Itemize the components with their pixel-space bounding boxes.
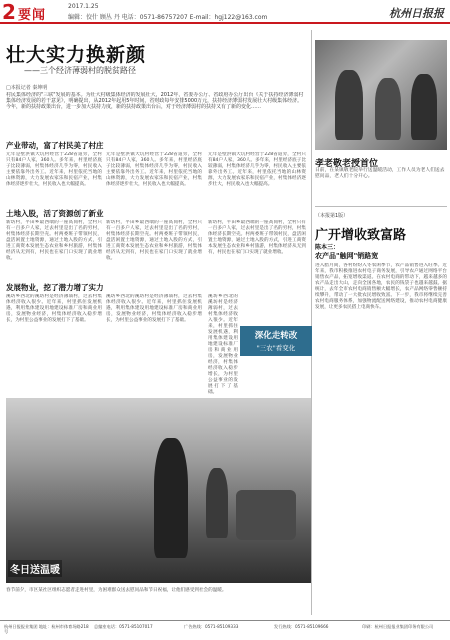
section-text-2b: 新坊村，平田乡最西端的一座高岗村，全村只有一百多户人家，过去村里是出了名的穷村，村集体经济长期空壳。村两委班子带领村民，盘活闲置土地资源，通过土地入股的方式，引进工商资本发展生态农业和乡村旅游，村集体经济从无到有，村民也在家门口实现了就业增收。 bbox=[106, 220, 202, 261]
section-text-1c: 元年是壁洪镇大坑村经营于228省道旁，全村只有84户人家，360人。多年来，村里经济底子比较薄弱，村集体经济几乎为零，村民收入主要依靠外出务工。近年来，村里依托当地的山林资源，大力发展农家乐和民宿产业，村集体经济逐步壮大，村民收入也大幅提高。 bbox=[208, 152, 306, 187]
section-text-1a: 元年是壁洪镇大坑村经营于228省道旁，全村只有84户人家，360人。多年来，村里经济底子比较薄弱，村集体经济几乎为零，村民收入主要依靠外出务工。近年来，村里依托当地的山林资源，大力发展农家乐和民宿产业，村集体经济逐步壮大，村民收入也大幅提高。 bbox=[6, 152, 102, 187]
badge-subtitle: "三农"看变化 bbox=[256, 344, 296, 352]
section-text-2c: 新坊村，平田乡最西端的一座高岗村，全村只有一百多户人家，过去村里是出了名的穷村，村集体经济长期空壳。村两委班子带领村民，盘活闲置土地资源，通过土地入股的方式，引进工商资本发展生态农业和乡村旅游，村集体经济从无到有，村民也在家门口实现了就业增收。 bbox=[208, 220, 306, 255]
right-photo-figure-3 bbox=[411, 74, 437, 140]
section-text-3b: 溪坊乡西北的溪坊村是经济薄弱村，过去村集体经济收入很少。近年来，村里抓住发展机遇，利用集体建设用地建设标准厂房和商业用房，发展物业经济，村集体经济收入稳步增长，为村里公益事业的发展打下了基础。 bbox=[106, 294, 202, 323]
right-author: 陈本三： bbox=[315, 244, 340, 251]
section-text-3a: 溪坊乡西北的溪坊村是经济薄弱村，过去村集体经济收入很少。近年来，村里抓住发展机遇，利用集体建设用地建设标准厂房和商业用房，发展物业经济，村集体经济收入稳步增长，为村里公益事业的发展打下了基础。 bbox=[6, 294, 102, 323]
photo-figure-person bbox=[154, 438, 188, 558]
main-photo bbox=[6, 398, 311, 583]
editor-names: 编辑：佼什 顾丛 丹 bbox=[68, 14, 120, 21]
issue-date: 2017.1.25 bbox=[68, 3, 99, 10]
section-heading-1: 产业带动，富了村民美了村庄 bbox=[6, 141, 104, 150]
right-photo-caption: 日前，在某镇敬老院举行送温暖活动，工作人员为老人们送去慰问品，老人们十分开心。 bbox=[315, 168, 445, 179]
page-number: 2 bbox=[2, 0, 16, 24]
section-text-2a: 新坊村，平田乡最西端的一座高岗村，全村只有一百多户人家，过去村里是出了名的穷村，村集体经济长期空壳。村两委班子带领村民，盘活闲置土地资源，通过土地入股的方式，引进工商资本发展生态农业和乡村旅游，村集体经济从无到有，村民也在家门口实现了就业增收。 bbox=[6, 220, 102, 261]
article-lede: 村民集体经济的"三联"发展的基本。为壮大村级集体经济的发展壮大，2012年，省委办公厅、省政府办公厅出台《关于扶持经济薄弱村集体经济发展的若干意见》，明确提出，从2012年起用5年时间，省财政每年安排5000万元，扶持经济薄弱村发展壮大村级集体经济。今年，新的扶持政策出台，进一步加大扶持力度，新的扶持政策出台后，对于经济薄弱村的扶持又有了新的变化…… bbox=[6, 92, 304, 110]
right-article-body: 进入腊月间，各村纷纷入冬农闲季节，农产品销售进入旺季。近年来，我市积极推进农村电子商务发展，引导农户通过网络平台销售农产品，拓宽增收渠道。在农村电商的带动下，越来越多的农产品走出大山，走向全国各地，农民的钱袋子也越来越鼓。据统计，去年全市农村电商销售额大幅增长，农产品网络零售额持续攀升，带动了一大批农民增收致富。下一步，我市将继续完善农村电商服务体系，加强物流配送网络建设，推动农村电商健康发展，让更多农民搭上电商快车。 bbox=[315, 263, 447, 310]
footer-ads: 广告热线：0571-85109333 bbox=[184, 624, 239, 629]
footer-address: 杭州日报报业集团 地址：杭州市体育场路218号 bbox=[4, 624, 89, 634]
article-headline: 壮大实力换新颜 bbox=[6, 44, 147, 66]
footer-newsroom: 总编室电话：0571-85107017 bbox=[94, 624, 153, 629]
editor-info bbox=[68, 12, 267, 21]
article-subhead: ——三个经济薄弱村的脱贫路径 bbox=[24, 66, 136, 75]
page-footer bbox=[0, 620, 450, 640]
section-heading-2: 土地入股，活了资源创了新业 bbox=[6, 209, 104, 218]
main-photo-caption: 春节前夕，市区某社区组织志愿者走进村里，为困难群众送去慰问品和节日祝福，让他们感受到社会的温暖。 bbox=[6, 588, 227, 593]
newspaper-brand: 杭州日报报 bbox=[389, 7, 444, 20]
right-series-tag: （本报第1版） bbox=[315, 213, 349, 219]
section-text-1b: 元年是壁洪镇大坑村经营于228省道旁，全村只有84户人家，360人。多年来，村里经济底子比较薄弱，村集体经济几乎为零，村民收入主要依靠外出务工。近年来，村里依托当地的山林资源，大力发展农家乐和民宿产业，村集体经济逐步壮大，村民收入也大幅提高。 bbox=[106, 152, 202, 187]
footer-distribution: 发行热线：0571-85109666 bbox=[274, 624, 329, 629]
footer-printer: 印刷：杭州日报报业集团印务有限公司 bbox=[362, 624, 434, 629]
right-photo-figure-2 bbox=[375, 78, 401, 140]
section-text-3c: 溪坊乡西北的溪坊村是经济薄弱村，过去村集体经济收入很少。近年来，村里抓住发展机遇，利用集体建设用地建设标准厂房和商业用房，发展物业经济，村集体经济收入稳步增长，为村里公益事业的发展打下了基础。 bbox=[208, 294, 238, 394]
main-photo-label: 冬日送温暖 bbox=[8, 560, 62, 577]
column-divider bbox=[311, 30, 312, 615]
masthead bbox=[0, 0, 450, 24]
section-title: 要闻 bbox=[18, 8, 47, 23]
photo-figure-child bbox=[206, 468, 228, 538]
feature-badge bbox=[240, 326, 312, 356]
badge-title: 深化走转改 bbox=[254, 331, 298, 341]
right-photo-figure-1 bbox=[335, 70, 363, 140]
editor-phone: 电话：0571-86757207 bbox=[121, 14, 188, 21]
editor-email: E-mail：hgj122@163.com bbox=[189, 14, 268, 21]
article-byline: □本报记者 秦坤明 bbox=[6, 85, 48, 91]
right-divider bbox=[315, 206, 447, 207]
right-subheadline: 农产品"触网"销路宽 bbox=[315, 252, 379, 260]
right-headline: 广开增收致富路 bbox=[315, 228, 407, 243]
section-heading-3: 发展物业，挖了潜力增了实力 bbox=[6, 283, 104, 292]
photo-object bbox=[236, 490, 296, 540]
right-photo bbox=[315, 40, 447, 150]
right-photo-title: 孝老敬老授首位 bbox=[315, 159, 379, 169]
